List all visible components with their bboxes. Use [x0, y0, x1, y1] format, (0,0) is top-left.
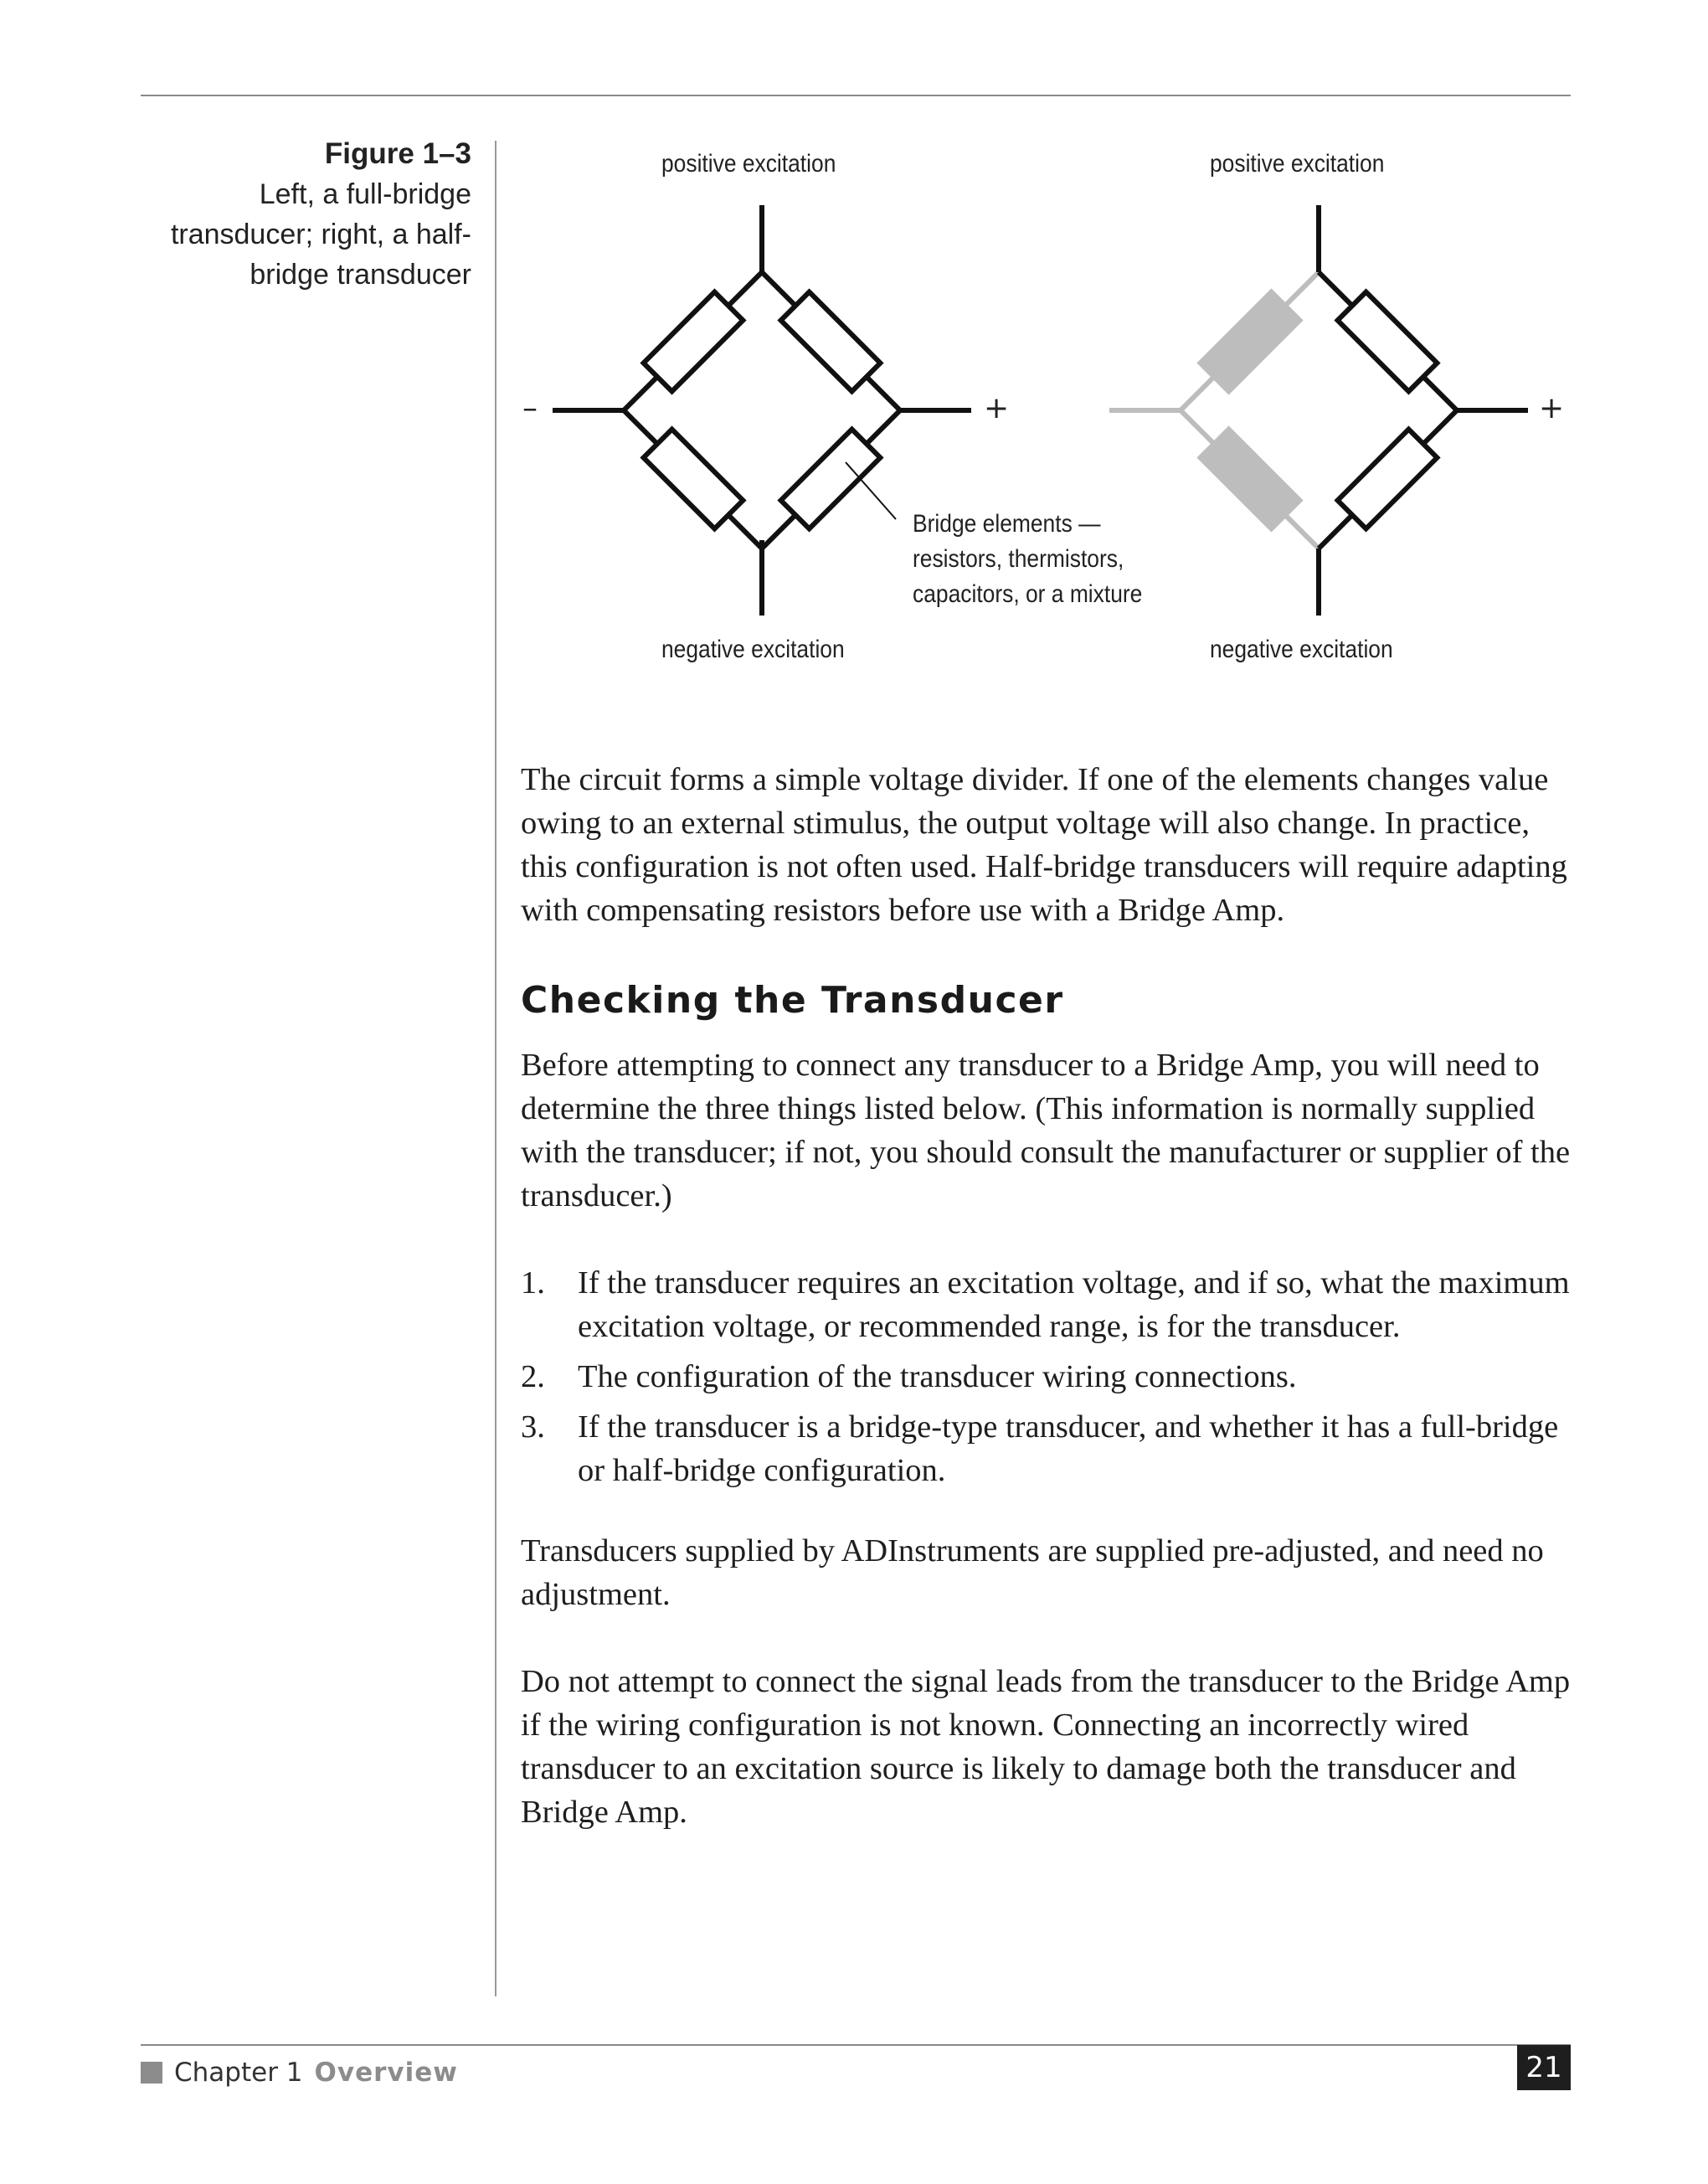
footer-chapter: Chapter 1 [174, 2058, 303, 2088]
inactive-bridge-element [1201, 292, 1300, 392]
paragraph: Do not attempt to connect the signal leads from the transducer to the Bridge Amp if the wiring configuration is not known. Connecting an incorrectly wired transducer to an excitation source is likely to damage both the transducer and Bridge Amp. [521, 1664, 1571, 1830]
main-content [521, 758, 1576, 1834]
list-item-text: The configuration of the transducer wiring connections. [578, 1359, 1297, 1394]
paragraph: Before attempting to connect any transducer to a Bridge Amp, you will need to determine the three things listed below. (This information is normally supplied with the transducer; if not, you should consult the manufacturer or supplier of the transducer.) [521, 1048, 1571, 1213]
page-number: 21 [1517, 2045, 1571, 2090]
right-positive-excitation-label: positive excitation [1210, 150, 1385, 178]
bridge-figure [502, 134, 1591, 678]
list-item-text: If the transducer is a bridge-type transducer, and whether it has a full-bridge or half-bridge configuration. [578, 1409, 1559, 1488]
annotation-line: capacitors, or a mixture [913, 580, 1143, 608]
half-bridge-diagram [1109, 205, 1528, 616]
bridge-element [781, 430, 881, 529]
minus-terminal-label: – [522, 391, 538, 425]
plus-terminal-label: + [984, 391, 1010, 425]
top-rule [141, 95, 1571, 96]
paragraph: Transducers supplied by ADInstruments are supplied pre-adjusted, and need no adjustment. [521, 1533, 1544, 1612]
inactive-bridge-element [1201, 430, 1300, 529]
list-item-number: 3. [521, 1409, 545, 1445]
figure-caption-line: bridge transducer [250, 259, 471, 291]
list-item [521, 1405, 1576, 1492]
list-item-number: 1. [521, 1265, 545, 1301]
annotation-line: Bridge elements — [913, 510, 1101, 538]
figure-caption-title: Figure 1–3 [324, 137, 471, 170]
bridge-element [644, 430, 743, 529]
running-footer [174, 2056, 458, 2089]
list-item-text: If the transducer requires an excitation voltage, and if so, what the maximum excitation voltage, or recommended range, is for the transducer. [578, 1265, 1570, 1344]
bridge-element [781, 292, 881, 392]
requirements-list [521, 1261, 1576, 1492]
list-item [521, 1355, 1576, 1398]
right-negative-excitation-label: negative excitation [1210, 636, 1393, 663]
annotation-pointer [846, 462, 896, 519]
margin-rule [495, 141, 496, 1996]
figure-caption [120, 134, 471, 295]
bridge-element [644, 292, 743, 392]
figure-caption-line: transducer; right, a half- [170, 219, 471, 250]
intro-paragraph: The circuit forms a simple voltage divider. If one of the elements changes value owing to an external stimulus, the output voltage will also change. In practice, this configuration is not often used. Half-bridge transducers will require adapting with compensating resistors before use with a Bridge Amp. [521, 762, 1567, 928]
bridge-element [1338, 292, 1438, 392]
list-item-number: 2. [521, 1359, 545, 1394]
footer-section: Overview [314, 2058, 458, 2088]
bottom-rule [141, 2044, 1571, 2046]
footer-marker [141, 2062, 162, 2084]
left-negative-excitation-label: negative excitation [661, 636, 845, 663]
full-bridge-diagram [553, 205, 971, 616]
list-item [521, 1261, 1576, 1348]
left-positive-excitation-label: positive excitation [661, 150, 836, 178]
annotation-line: resistors, thermistors, [913, 545, 1124, 573]
bridge-element [1338, 430, 1438, 529]
right-plus-terminal-label: + [1539, 391, 1565, 425]
section-heading: Checking the Transducer [521, 979, 1064, 1022]
figure-caption-line: Left, a full-bridge [259, 178, 471, 210]
